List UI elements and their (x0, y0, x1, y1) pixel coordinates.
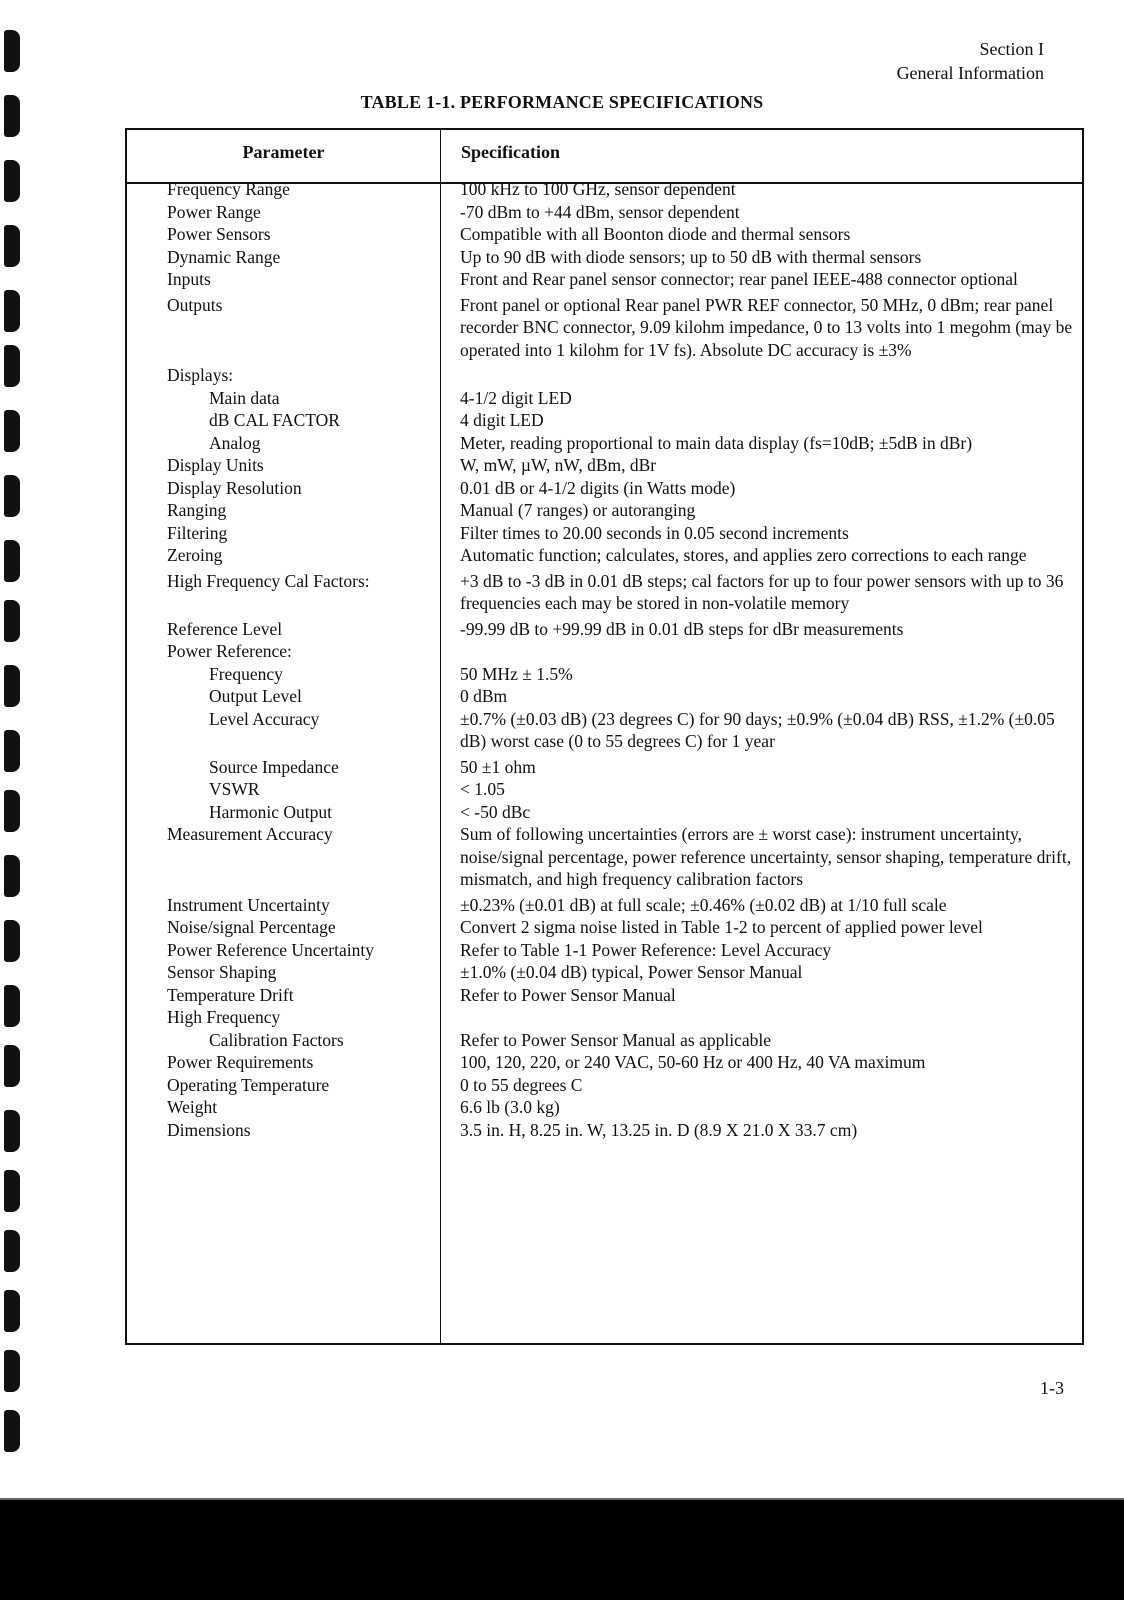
table-row (127, 961, 1082, 984)
table-row (127, 1119, 1082, 1142)
table-row (127, 618, 1082, 641)
specification-cell: Refer to Power Sensor Manual (460, 984, 676, 1005)
specification-cell: < 1.05 (460, 779, 505, 799)
table-row (127, 246, 1082, 269)
parameter-cell: High Frequency (167, 1007, 281, 1027)
specification-cell (440, 1006, 1075, 1029)
table-row (127, 223, 1082, 246)
parameter-cell: Power Requirements (167, 1052, 314, 1072)
binding-hole (4, 730, 20, 772)
scan-background (0, 1500, 1124, 1600)
table-row (127, 939, 1082, 962)
specification-cell (440, 640, 1075, 663)
parameter-cell: Analog (209, 432, 261, 453)
specification-cell: -70 dBm to +44 dBm, sensor dependent (460, 201, 740, 222)
specification-cell: 0 to 55 degrees C (460, 1074, 583, 1095)
specification-cell: 4 digit LED (460, 410, 544, 430)
table-row (127, 778, 1082, 801)
specification-cell: Refer to Power Sensor Manual as applicable (460, 1029, 772, 1050)
binding-holes (0, 0, 40, 1500)
binding-hole (4, 1350, 20, 1392)
binding-hole (4, 1170, 20, 1212)
specification-cell: W, mW, µW, nW, dBm, dBr (460, 455, 657, 475)
specification-cell: Sum of following uncertainties (errors are ± worst case): instrument uncertainty, noise/signal percentage, power reference uncertainty, sensor shaping, temperature drift, mismatch, and high frequency calibration factors (460, 824, 1072, 889)
binding-hole (4, 345, 20, 387)
binding-hole (4, 160, 20, 202)
specification-cell: Filter times to 20.00 seconds in 0.05 second increments (460, 522, 849, 543)
parameter-cell: Inputs (167, 269, 211, 289)
binding-hole (4, 30, 20, 72)
parameter-cell: Power Sensors (167, 224, 271, 244)
specification-cell: ±0.7% (±0.03 dB) (23 degrees C) for 90 days; ±0.9% (±0.04 dB) RSS, ±1.2% (±0.05 dB) worst case (0 to 55 degrees C) for 1 year (460, 708, 1055, 751)
parameter-cell: dB CAL FACTOR (209, 410, 340, 430)
binding-hole (4, 225, 20, 267)
specifications-table (125, 128, 1084, 1345)
parameter-cell: Temperature Drift (167, 984, 294, 1005)
table-row (127, 801, 1082, 824)
parameter-cell: Operating Temperature (167, 1074, 330, 1095)
specification-cell: Compatible with all Boonton diode and thermal sensors (460, 224, 851, 244)
specification-cell: Front and Rear panel sensor connector; rear panel IEEE-488 connector optional (460, 269, 1018, 289)
specification-cell: 4-1/2 digit LED (460, 387, 572, 408)
binding-hole (4, 475, 20, 517)
table-row (127, 1096, 1082, 1119)
parameter-cell: Level Accuracy (209, 708, 320, 729)
table-row (127, 544, 1082, 567)
table-row (127, 432, 1082, 455)
binding-hole (4, 290, 20, 332)
table-row (127, 640, 1082, 663)
table-row (127, 477, 1082, 500)
specification-cell: ±1.0% (±0.04 dB) typical, Power Sensor Manual (460, 962, 803, 982)
binding-hole (4, 1230, 20, 1272)
binding-hole (4, 540, 20, 582)
binding-hole (4, 1410, 20, 1452)
table-row (127, 823, 1082, 891)
table-row (127, 663, 1082, 686)
table-row (127, 294, 1082, 362)
column-header-specification: Specification (461, 142, 560, 162)
specification-cell: Up to 90 dB with diode sensors; up to 50 dB with thermal sensors (460, 246, 922, 267)
table-row (127, 409, 1082, 432)
parameter-cell: Instrument Uncertainty (167, 894, 330, 915)
parameter-cell: VSWR (209, 779, 260, 799)
table-body (127, 178, 1082, 1141)
table-row (127, 916, 1082, 939)
binding-hole (4, 790, 20, 832)
parameter-cell: Dynamic Range (167, 246, 281, 267)
specification-cell (440, 364, 1075, 387)
specification-cell: 0 dBm (460, 686, 508, 706)
binding-hole (4, 1110, 20, 1152)
specification-cell: 50 ±1 ohm (460, 756, 536, 777)
table-row (127, 1074, 1082, 1097)
parameter-cell: Dimensions (167, 1119, 251, 1140)
parameter-cell: Power Reference Uncertainty (167, 939, 374, 960)
parameter-cell: Displays: (167, 365, 234, 385)
binding-hole (4, 410, 20, 452)
parameter-cell: Outputs (167, 294, 223, 315)
specification-cell: Meter, reading proportional to main data display (fs=10dB; ±5dB in dBr) (460, 432, 973, 453)
table-row (127, 1029, 1082, 1052)
specification-cell: Convert 2 sigma noise listed in Table 1-2 to percent of applied power level (460, 917, 983, 937)
section-label: Section I (979, 39, 1044, 59)
table-row (127, 1006, 1082, 1029)
binding-hole (4, 600, 20, 642)
parameter-cell: High Frequency Cal Factors: (167, 570, 370, 591)
parameter-cell: Filtering (167, 522, 228, 543)
specification-cell: 100 kHz to 100 GHz, sensor dependent (460, 179, 736, 199)
parameter-cell: Main data (209, 387, 280, 408)
parameter-cell: Reference Level (167, 618, 283, 639)
parameter-cell: Calibration Factors (209, 1029, 344, 1050)
parameter-cell: Harmonic Output (209, 801, 332, 822)
parameter-cell: Frequency Range (167, 179, 290, 199)
table-row (127, 685, 1082, 708)
parameter-cell: Power Reference: (167, 641, 292, 661)
binding-hole (4, 985, 20, 1027)
table-row (127, 1051, 1082, 1074)
specification-cell: 6.6 lb (3.0 kg) (460, 1097, 560, 1117)
table-row (127, 570, 1082, 615)
specification-cell: < -50 dBc (460, 801, 531, 822)
specification-cell: Automatic function; calculates, stores, and applies zero corrections to each range (460, 545, 1027, 565)
specification-cell: ±0.23% (±0.01 dB) at full scale; ±0.46% (±0.02 dB) at 1/10 full scale (460, 894, 947, 915)
parameter-cell: Frequency (209, 663, 283, 684)
parameter-cell: Display Resolution (167, 477, 302, 498)
table-row (127, 499, 1082, 522)
table-row (127, 984, 1082, 1007)
table-row (127, 387, 1082, 410)
binding-hole (4, 1045, 20, 1087)
specification-cell: 50 MHz ± 1.5% (460, 663, 573, 684)
binding-hole (4, 665, 20, 707)
parameter-cell: Power Range (167, 201, 261, 222)
parameter-cell: Measurement Accuracy (167, 824, 333, 844)
table-row (127, 756, 1082, 779)
specification-cell: 3.5 in. H, 8.25 in. W, 13.25 in. D (8.9 X 21.0 X 33.7 cm) (460, 1119, 858, 1140)
table-row (127, 708, 1082, 753)
binding-hole (4, 855, 20, 897)
table-title: TABLE 1-1. PERFORMANCE SPECIFICATIONS (360, 92, 764, 112)
page-number: 1-3 (1040, 1378, 1064, 1398)
chapter-label: General Information (896, 63, 1044, 83)
table-row (127, 522, 1082, 545)
table-row (127, 178, 1082, 201)
table-row (127, 364, 1082, 387)
parameter-cell: Source Impedance (209, 756, 339, 777)
binding-hole (4, 1290, 20, 1332)
table-row (127, 268, 1082, 291)
specification-cell: Refer to Table 1-1 Power Reference: Level Accuracy (460, 939, 832, 960)
table-row (127, 894, 1082, 917)
parameter-cell: Sensor Shaping (167, 962, 277, 982)
table-row (127, 454, 1082, 477)
parameter-cell: Output Level (209, 686, 302, 706)
column-header-parameter: Parameter (242, 142, 325, 162)
specification-cell: 0.01 dB or 4-1/2 digits (in Watts mode) (460, 477, 736, 498)
parameter-cell: Display Units (167, 455, 264, 475)
section-header (897, 37, 1044, 85)
specification-cell: 100, 120, 220, or 240 VAC, 50-60 Hz or 400 Hz, 40 VA maximum (460, 1052, 926, 1072)
specification-cell: Front panel or optional Rear panel PWR REF connector, 50 MHz, 0 dBm; rear panel recorder BNC connector, 9.09 kilohm impedance, 0 to 13 volts into 1 megohm (may be operated into 1 kilohm for 1V fs). Absolute DC accuracy is ±3% (460, 294, 1073, 360)
parameter-cell: Weight (167, 1097, 218, 1117)
parameter-cell: Ranging (167, 500, 227, 520)
specification-cell: -99.99 dB to +99.99 dB in 0.01 dB steps for dBr measurements (460, 618, 904, 639)
table-row (127, 201, 1082, 224)
binding-hole (4, 920, 20, 962)
parameter-cell: Noise/signal Percentage (167, 917, 336, 937)
parameter-cell: Zeroing (167, 545, 223, 565)
specification-cell: +3 dB to -3 dB in 0.01 dB steps; cal factors for up to four power sensors with up to 36 frequencies each may be stored in non-volatile memory (460, 570, 1064, 613)
specification-cell: Manual (7 ranges) or autoranging (460, 500, 696, 520)
